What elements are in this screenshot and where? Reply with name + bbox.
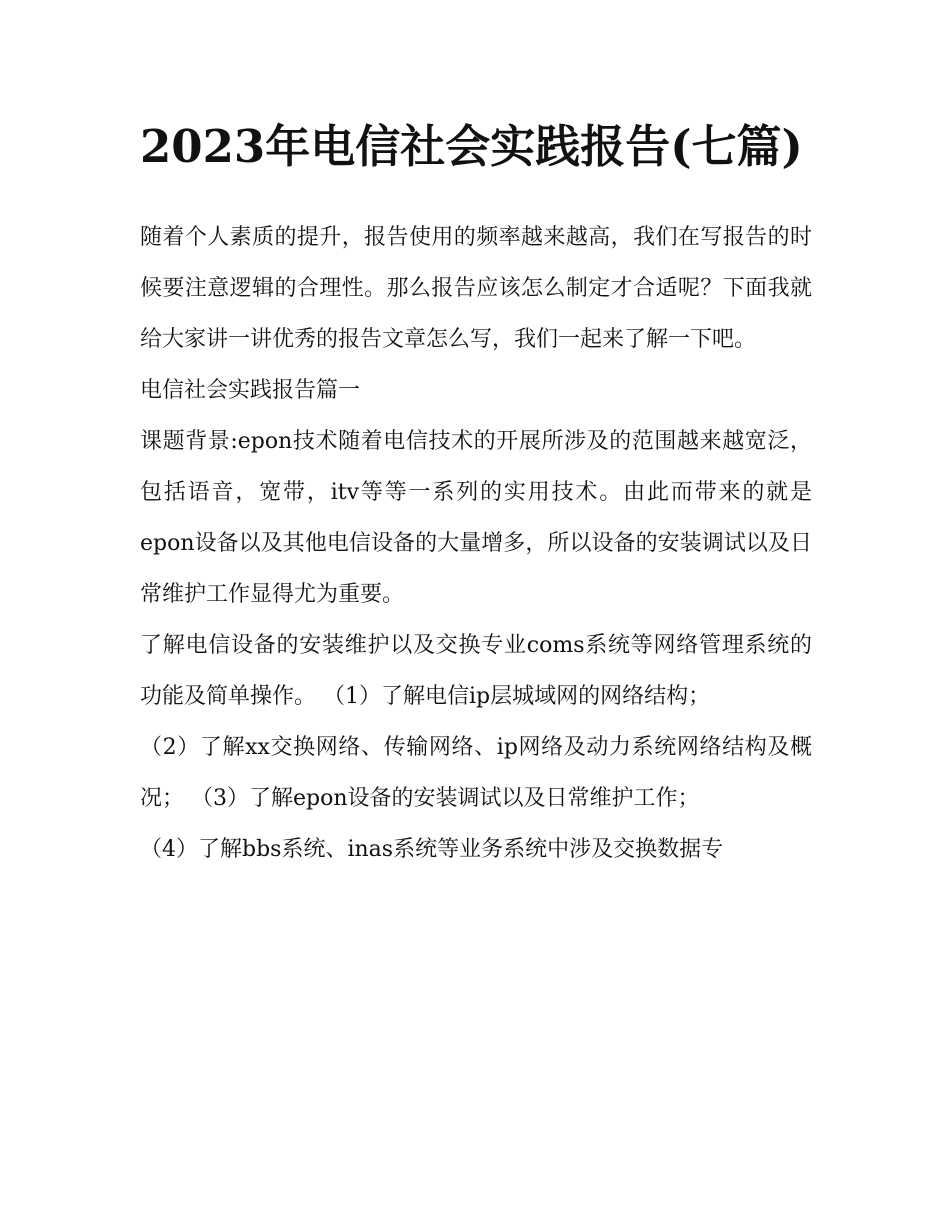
- intro-paragraph: 随着个人素质的提升，报告使用的频率越来越高，我们在写报告的时候要注意逻辑的合理性。那么报告应该怎么制定才合适呢？下面我就给大家讲一讲优秀的报告文章怎么写，我们一起来了解一下吧。: [140, 225, 812, 352]
- objective-paragraph-3: （4）了解bbs系统、inas系统等业务系统中涉及交换数据专: [140, 837, 724, 862]
- objective-paragraph-2: （2）了解xx交换网络、传输网络、ip网络及动力系统网络结构及概况； （3）了解epon设备的安装调试以及日常维护工作；: [140, 735, 812, 811]
- document-page: [140, 108, 812, 875]
- objective-paragraph-1: 了解电信设备的安装维护以及交换专业coms系统等网络管理系统的功能及简单操作。 （1）了解电信ip层城域网的网络结构；: [140, 633, 812, 709]
- document-title: 2023年电信社会实践报告(七篇): [140, 120, 803, 173]
- background-paragraph: 课题背景:epon技术随着电信技术的开展所涉及的范围越来越宽泛，包括语音，宽带，itv等等一系列的实用技术。由此而带来的就是epon设备以及其他电信设备的大量增多，所以设备的安装调试以及日常维护工作显得尤为重要。: [140, 429, 812, 607]
- section-heading: 电信社会实践报告篇一: [140, 378, 361, 403]
